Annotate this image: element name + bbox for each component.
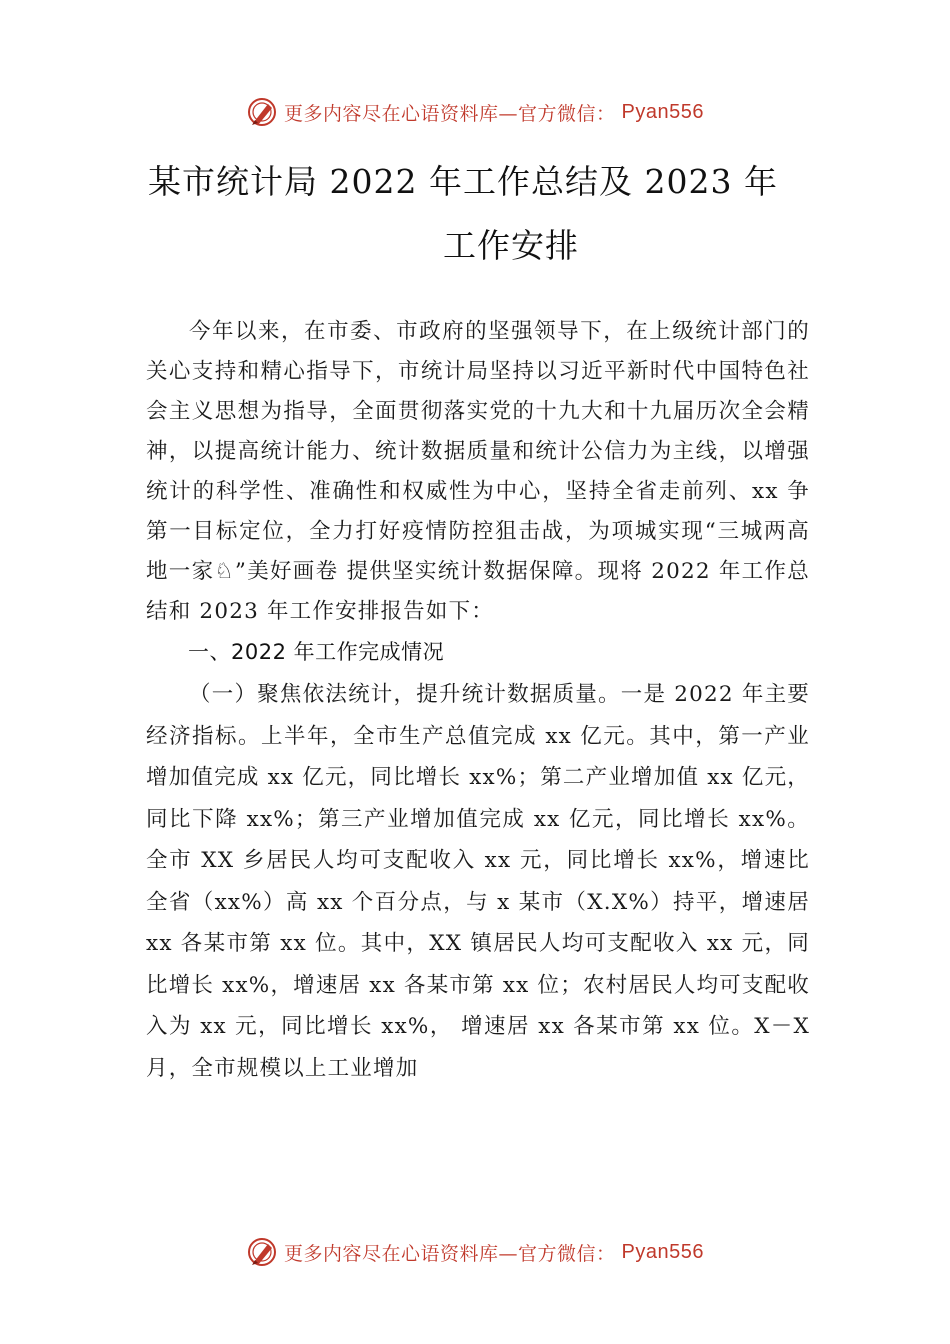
document-title-line1: 某市统计局 2022 年工作总结及 2023 年: [148, 162, 778, 201]
document-body: [146, 312, 810, 1089]
watermark-wechat-id: Pyan556: [621, 100, 704, 123]
watermark-footer: [0, 1236, 950, 1268]
watermark-text: 更多内容尽在心语资料库—官方微信：: [284, 102, 616, 125]
section-heading: 一、2022 年工作完成情况: [188, 640, 445, 664]
section-paragraph: （一）聚焦依法统计，提升统计数据质量。一是 2022 年主要经济指标。上半年，全市生产总值完成 xx 亿元。其中，第一产业增加值完成 xx 亿元，同比增长 xx%；第二产业增加值 xx 亿元，同比下降 xx%；第三产业增加值完成 xx 亿元，同比增长 xx%。全市 XX 乡居民人均可支配收入 xx 元，同比增长 xx%，增速比全省（xx%）高 xx 个百分点，与 x 某市（X.X%）持平，增速居 xx 各某市第 xx 位。其中，XX 镇居民人均可支配收入 xx 元，同比增长 xx%，增速居 xx 各某市第 xx 位；农村居民人均可支配收入为 xx 元，同比增长 xx%， 增速居 xx 各某市第 xx 位。X－X 月，全市规模以上工业增加: [146, 682, 810, 1081]
pen-logo-icon: [246, 96, 278, 128]
intro-paragraph: 今年以来，在市委、市政府的坚强领导下，在上级统计部门的关心支持和精心指导下，市统计局坚持以习近平新时代中国特色社会主义思想为指导，全面贯彻落实党的十九大和十九届历次全会精神，以提高统计能力、统计数据质量和统计公信力为主线，以增强统计的科学性、准确性和权威性为中心，坚持全省走前列、xx 争第一目标定位，全力打好疫情防控狙击战，为项城实现“三城两高地一家♘”美好画卷 提供坚实统计数据保障。现将 2022 年工作总结和 2023 年工作安排报告如下：: [146, 319, 810, 624]
watermark-text: 更多内容尽在心语资料库—官方微信：: [284, 1242, 616, 1265]
pen-logo-icon: [246, 1236, 278, 1268]
watermark-wechat-id: Pyan556: [621, 1240, 704, 1263]
document-title-line2: 工作安排: [443, 226, 579, 265]
watermark-header: [0, 96, 950, 128]
